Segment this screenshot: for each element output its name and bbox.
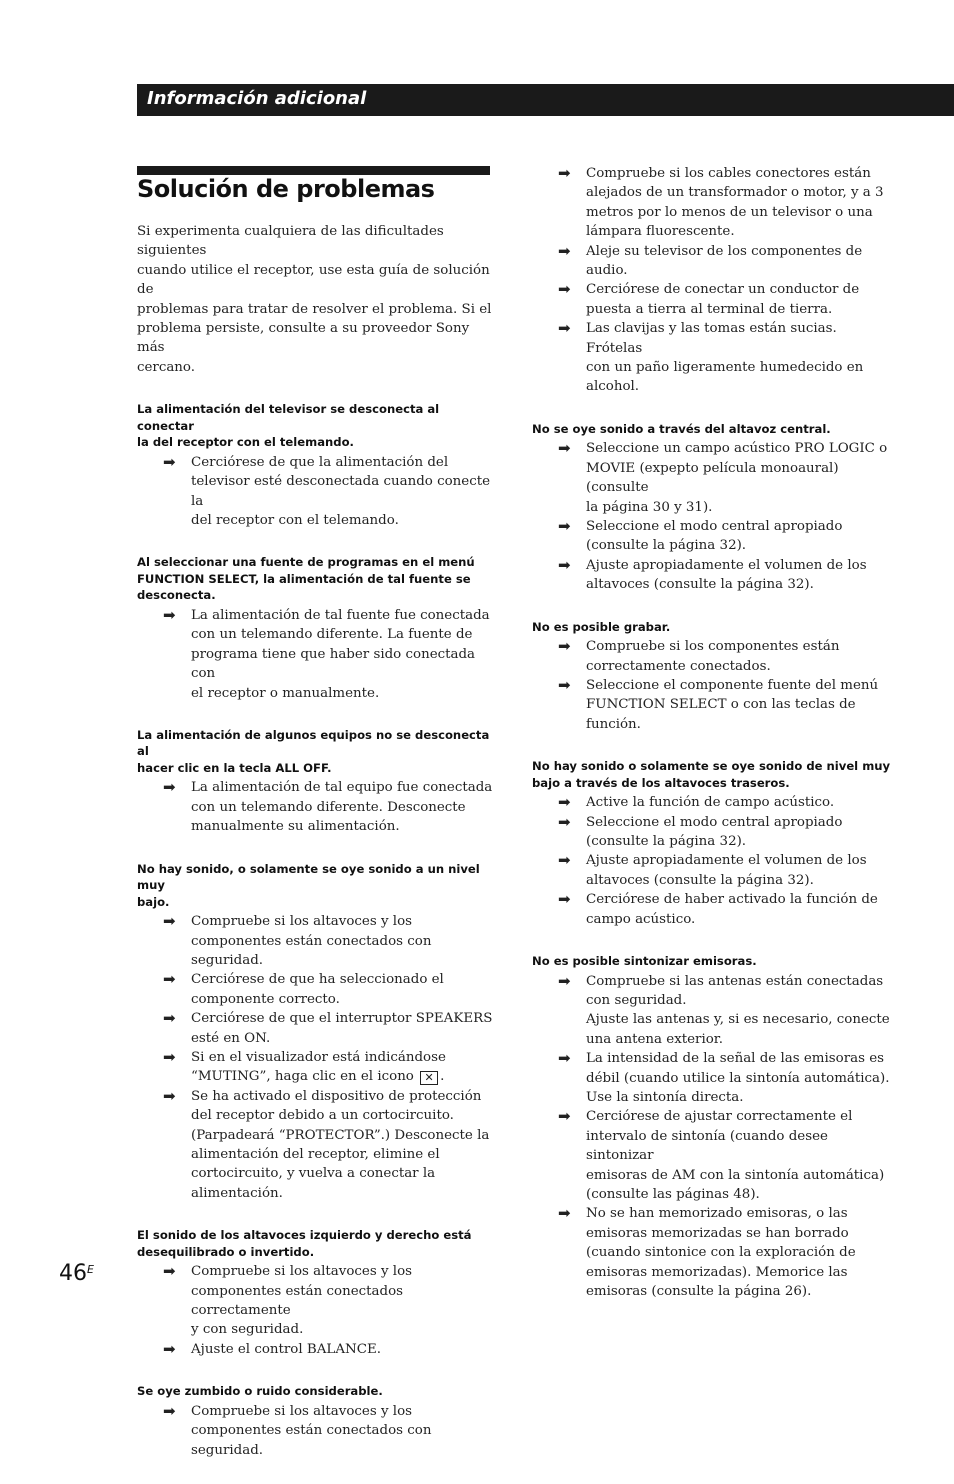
problem-heading: No hay sonido, o solamente se oye sonido a un nivel muy bajo. — [137, 861, 480, 909]
left-column — [137, 222, 495, 1484]
right-problem-list — [532, 164, 892, 1301]
solution-text: Compruebe si los cables conectores están alejados de un transformador o motor, y a 3 metros por lo menos de un televisor o una lámpara fluorescente. — [586, 166, 884, 240]
solution-text: Compruebe si los altavoces y los componentes están conectados con seguridad. — [191, 1403, 432, 1458]
arrow-right-icon: ➡ — [558, 164, 571, 182]
arrow-right-icon: ➡ — [163, 452, 176, 471]
arrow-right-icon: ➡ — [558, 1049, 571, 1068]
arrow-right-icon: ➡ — [558, 851, 571, 870]
solution-text: Compruebe si los altavoces y los componentes están conectados correctamente y con seguridad. — [191, 1264, 413, 1338]
solution-item — [532, 793, 892, 812]
muting-icon: ✕ — [420, 1071, 438, 1085]
page-number — [59, 1261, 94, 1286]
solution-text: Active la función de campo acústico. — [586, 795, 835, 811]
problem-block — [137, 554, 495, 703]
arrow-right-icon: ➡ — [163, 605, 176, 624]
page-number-value: 46 — [59, 1261, 87, 1286]
solution-item — [532, 164, 892, 242]
solution-text: Si en el visualizador está indicándose “MUTING”, haga clic en el icono — [191, 1049, 446, 1085]
problem-block — [532, 758, 892, 929]
solution-item — [532, 851, 892, 890]
solution-item — [137, 1009, 495, 1048]
solution-item — [137, 1087, 495, 1203]
arrow-right-icon: ➡ — [163, 970, 176, 989]
arrow-right-icon: ➡ — [558, 793, 571, 812]
problem-heading: No se oye sonido a través del altavoz central. — [532, 421, 831, 436]
arrow-right-icon: ➡ — [558, 812, 571, 831]
problem-block — [137, 727, 495, 837]
problem-block — [532, 619, 892, 735]
solution-item — [532, 1204, 892, 1301]
solution-text: Compruebe si los componentes están correctamente conectados. — [586, 639, 840, 674]
solution-text: Se ha activado el dispositivo de protección del receptor debido a un cortocircuito. (Parpadeará “PROTECTOR”.) Desconecte la alimentación del receptor, elimine el cortocircuito, y vuelva a conectar la alimentación. — [191, 1088, 490, 1201]
solution-item — [532, 242, 892, 281]
solution-text: No se han memorizado emisoras, o las emisoras memorizadas se han borrado (cuando sintonice con la exploración de emisoras memorizadas). Memorice las emisoras (consulte la página 26). — [586, 1206, 856, 1299]
solution-item — [137, 970, 495, 1009]
solution-text: Seleccione un campo acústico PRO LOGIC o MOVIE (expepto película monoaural) (consulte la página 30 y 31). — [586, 441, 888, 515]
solution-text: Cerciórese de haber activado la función de campo acústico. — [586, 892, 878, 927]
solution-item — [532, 813, 892, 852]
arrow-right-icon: ➡ — [163, 1086, 176, 1105]
arrow-right-icon: ➡ — [558, 517, 571, 535]
solution-item — [532, 319, 892, 397]
arrow-right-icon: ➡ — [558, 241, 571, 260]
arrow-right-icon: ➡ — [558, 971, 571, 990]
arrow-right-icon: ➡ — [558, 555, 571, 574]
problem-heading: No es posible grabar. — [532, 619, 671, 634]
solution-text: La alimentación de tal fuente fue conectada con un telemando diferente. La fuente de programa tiene que haber sido conectada con el receptor o manualmente. — [191, 607, 490, 701]
solution-text: Compruebe si las antenas están conectadas con seguridad. Ajuste las antenas y, si es necesario, conecte una antena exterior. — [586, 973, 890, 1047]
page-title: Solución de problemas — [137, 175, 435, 203]
problem-block — [532, 953, 892, 1301]
solution-text: La alimentación de tal equipo fue conectada con un telemando diferente. Desconecte manualmente su alimentación. — [191, 780, 493, 835]
problem-heading: No hay sonido o solamente se oye sonido de nivel muy bajo a través de los altavoces traseros. — [532, 759, 891, 790]
arrow-right-icon: ➡ — [163, 1339, 176, 1358]
solution-text: Ajuste el control BALANCE. — [191, 1341, 381, 1357]
problem-heading: La alimentación de algunos equipos no se desconecta al hacer clic en la tecla ALL OFF. — [137, 727, 490, 775]
solution-item — [137, 912, 495, 970]
solution-text: Cerciórese de que la alimentación del televisor esté desconectada cuando conecte la del receptor con el telemando. — [191, 454, 491, 528]
solution-item: ➡ Si en el visualizador está indicándose “MUTING”, haga clic en el icono ✕ . — [163, 1047, 446, 1085]
arrow-right-icon: ➡ — [163, 1047, 176, 1066]
solution-item — [532, 637, 892, 676]
solution-text: Seleccione el modo central apropiado (consulte la página 32). — [586, 814, 843, 849]
solution-item — [137, 778, 495, 836]
arrow-right-icon: ➡ — [163, 1401, 176, 1420]
solution-text: Ajuste apropiadamente el volumen de los altavoces (consulte la página 32). — [586, 557, 867, 593]
solution-item — [137, 1262, 495, 1340]
solution-text: Cerciórese de que ha seleccionado el componente correcto. — [191, 972, 444, 1007]
solution-item — [532, 556, 892, 595]
section-header-bar — [137, 84, 954, 116]
arrow-right-icon: ➡ — [558, 675, 571, 694]
solution-item — [532, 972, 892, 1050]
problem-block — [137, 861, 495, 1204]
solution-text: Ajuste apropiadamente el volumen de los altavoces (consulte la página 32). — [586, 853, 867, 888]
solution-item — [137, 453, 495, 531]
arrow-right-icon: ➡ — [558, 1107, 571, 1126]
arrow-right-icon: ➡ — [163, 1262, 176, 1281]
problem-heading: Al seleccionar una fuente de programas en el menú FUNCTION SELECT, la alimentación de tal fuente se desconecta. — [137, 555, 475, 603]
arrow-right-icon: ➡ — [558, 890, 571, 909]
intro-paragraph: Si experimenta cualquiera de las dificultades siguientes cuando utilice el receptor, use esta guía de solución de problemas para tratar de resolver el problema. Si el problema persiste, consulte a su proveedor Sony más cercano. — [137, 224, 492, 375]
solution-text: Seleccione el componente fuente del menú FUNCTION SELECT o con las teclas de función. — [586, 677, 879, 732]
problem-heading: No es posible sintonizar emisoras. — [532, 954, 757, 968]
solution-text: Seleccione el modo central apropiado (consulte la página 32). — [586, 519, 843, 554]
solution-item — [532, 1107, 892, 1204]
solution-text: La intensidad de la señal de las emisoras es débil (cuando utilice la sintonía automática). Use la sintonía directa. — [586, 1051, 890, 1105]
solution-item — [532, 517, 892, 556]
problem-heading: Se oye zumbido o ruido considerable. — [137, 1384, 383, 1399]
arrow-right-icon: ➡ — [163, 1009, 176, 1028]
arrow-right-icon: ➡ — [163, 778, 176, 797]
solution-text: Cerciórese de que el interruptor SPEAKERS esté en ON. — [191, 1011, 493, 1046]
right-column — [532, 164, 892, 1325]
arrow-right-icon: ➡ — [558, 637, 571, 656]
arrow-right-icon: ➡ — [558, 439, 571, 458]
solution-item — [532, 890, 892, 929]
page-number-suffix: E — [87, 1263, 94, 1276]
solution-text: Cerciórese de conectar un conductor de puesta a tierra al terminal de tierra. — [586, 282, 860, 317]
solution-text: Aleje su televisor de los componentes de audio. — [586, 243, 863, 279]
solution-text: Las clavijas y las tomas están sucias. Frótelas con un paño ligeramente humedecido en alcohol. — [586, 321, 864, 395]
problem-heading: El sonido de los altavoces izquierdo y derecho está desequilibrado o invertido. — [137, 1228, 472, 1259]
problem-heading: La alimentación del televisor se desconecta al conectar la del receptor con el telemando. — [137, 402, 440, 450]
title-rule — [137, 166, 490, 175]
arrow-right-icon: ➡ — [558, 1204, 571, 1223]
solution-item — [137, 1402, 495, 1460]
problem-block — [532, 164, 892, 397]
problem-block — [137, 401, 495, 530]
solution-item — [137, 606, 495, 703]
arrow-right-icon: ➡ — [558, 319, 571, 338]
problem-block — [532, 421, 892, 595]
problem-block — [137, 1227, 495, 1359]
solution-item — [532, 439, 892, 517]
arrow-right-icon: ➡ — [163, 912, 176, 931]
solution-item — [532, 1049, 892, 1107]
arrow-right-icon: ➡ — [558, 280, 571, 299]
solution-item — [532, 280, 892, 319]
section-title: Información adicional — [147, 88, 367, 109]
solution-item — [532, 676, 892, 734]
problem-block — [137, 1383, 495, 1460]
left-problem-list — [137, 401, 495, 1460]
solution-text: Compruebe si los altavoces y los componentes están conectados con seguridad. — [191, 914, 432, 968]
solution-item — [137, 1340, 495, 1359]
solution-text: Cerciórese de ajustar correctamente el intervalo de sintonía (cuando desee sintonizar emisoras de AM con la sintonía automática) (consulte las páginas 48). — [586, 1109, 885, 1202]
